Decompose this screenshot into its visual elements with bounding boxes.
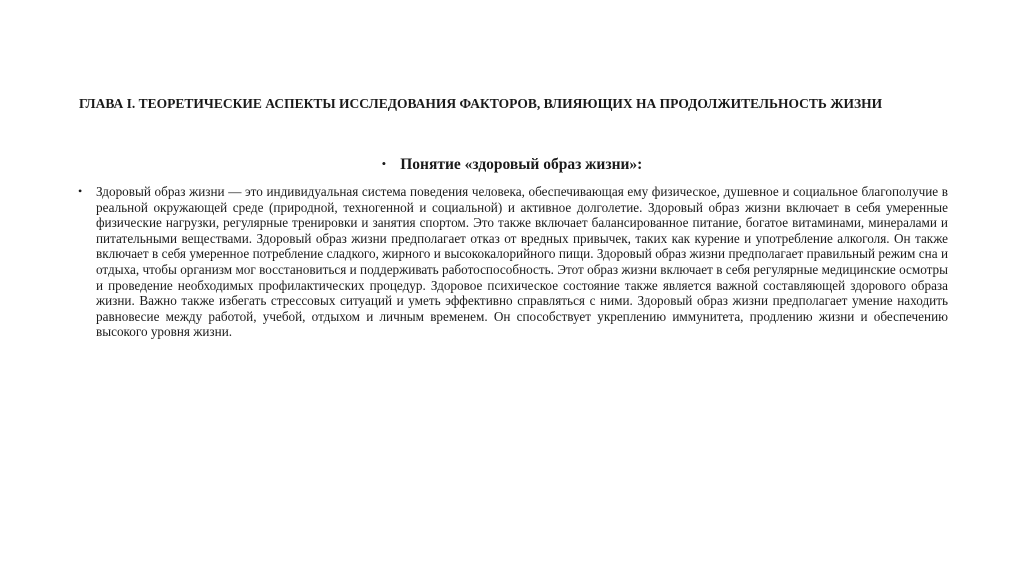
chapter-title: ГЛАВА I. ТЕОРЕТИЧЕСКИЕ АСПЕКТЫ ИССЛЕДОВАНИЯ ФАКТОРОВ, ВЛИЯЮЩИХ НА ПРОДОЛЖИТЕЛЬНОСТЬ ЖИЗНИ bbox=[79, 96, 883, 111]
bullet-icon: • bbox=[381, 156, 387, 171]
subheading bbox=[382, 155, 643, 174]
paragraph-text: Здоровый образ жизни — это индивидуальная система поведения человека, обеспечивающая ему физическое, душевное и социальное благополучие в реальной окружающей среде (природной, техногенной и социальной) и активное долголетие. Здоровый образ жизни включает в себя умеренные физические нагрузки, регулярные тренировки и занятия спортом. Это также включает балансированное питание, богатое витаминами, минералами и питательными веществами. Здоровый образ жизни предполагает отказ от вредных привычек, таких как курение и употребление алкоголя. Он также включает в себя умеренное потребление сладкого, жирного и высококалорийного пищи. Здоровый образ жизни предполагает правильный режим сна и отдыха, чтобы организм мог восстановиться и поддерживать работоспособность. Этот образ жизни включает в себя регулярные медицинские осмотры и проведение необходимых профилактических процедур. Здоровое психическое состояние также является важной составляющей здорового образа жизни. Важно также избегать стрессовых ситуаций и уметь эффективно справляться с ними. Здоровый образ жизни предполагает умение находить равновесие между работой, учебой, отдыхом и личным временем. Он способствует укреплению иммунитета, продлению жизни и обеспечению высокого уровня жизни. bbox=[96, 184, 948, 340]
subheading-row bbox=[0, 155, 1024, 174]
subheading-text: Понятие «здоровый образ жизни»: bbox=[400, 156, 643, 173]
list-item bbox=[78, 184, 948, 340]
bullet-icon: • bbox=[78, 184, 83, 198]
content-list bbox=[78, 184, 948, 340]
